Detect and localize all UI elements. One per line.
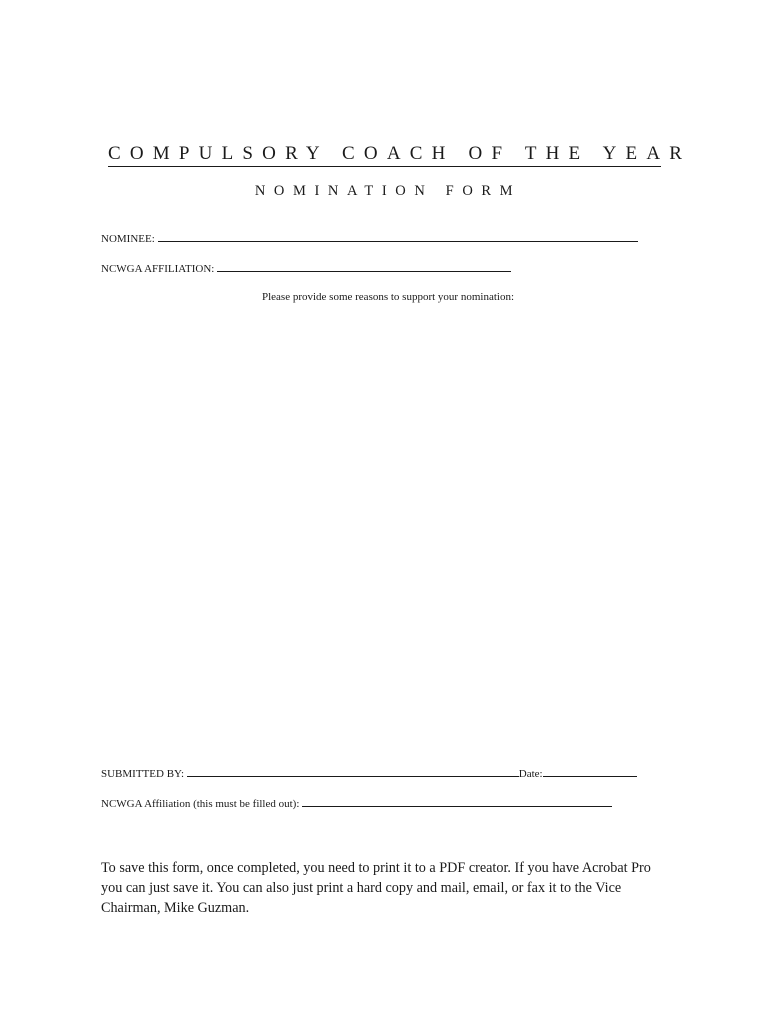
reasons-prompt: Please provide some reasons to support your nomination: — [261, 291, 515, 303]
nominee-field[interactable] — [158, 231, 638, 242]
submitter-affiliation-label: NCWGA Affiliation (this must be filled out): — [101, 798, 300, 810]
nominee-row — [101, 231, 638, 246]
submitted-by-field[interactable] — [187, 766, 519, 777]
nominee-label: NOMINEE: — [101, 233, 155, 245]
page-subtitle: NOMINATION FORM — [254, 183, 522, 199]
page-title: COMPULSORY COACH OF THE YEAR — [108, 143, 661, 167]
submitter-affiliation-field[interactable] — [302, 796, 612, 807]
date-field[interactable] — [543, 766, 637, 777]
save-instructions: To save this form, once completed, you need to print it to a PDF creator. If you have Acrobat Pro you can just save it. You can also just print a hard copy and mail, email, or fax it to the Vice Chairman, Mike Guzman. — [101, 860, 651, 916]
submitted-by-row — [101, 766, 637, 781]
date-label: Date: — [518, 768, 543, 780]
reasons-field[interactable] — [101, 312, 657, 752]
submitted-by-label: SUBMITTED BY: — [101, 768, 185, 780]
affiliation-field[interactable] — [217, 261, 511, 272]
affiliation-row — [101, 261, 511, 276]
affiliation-label: NCWGA AFFILIATION: — [101, 263, 215, 275]
submitter-affiliation-row — [101, 796, 612, 811]
